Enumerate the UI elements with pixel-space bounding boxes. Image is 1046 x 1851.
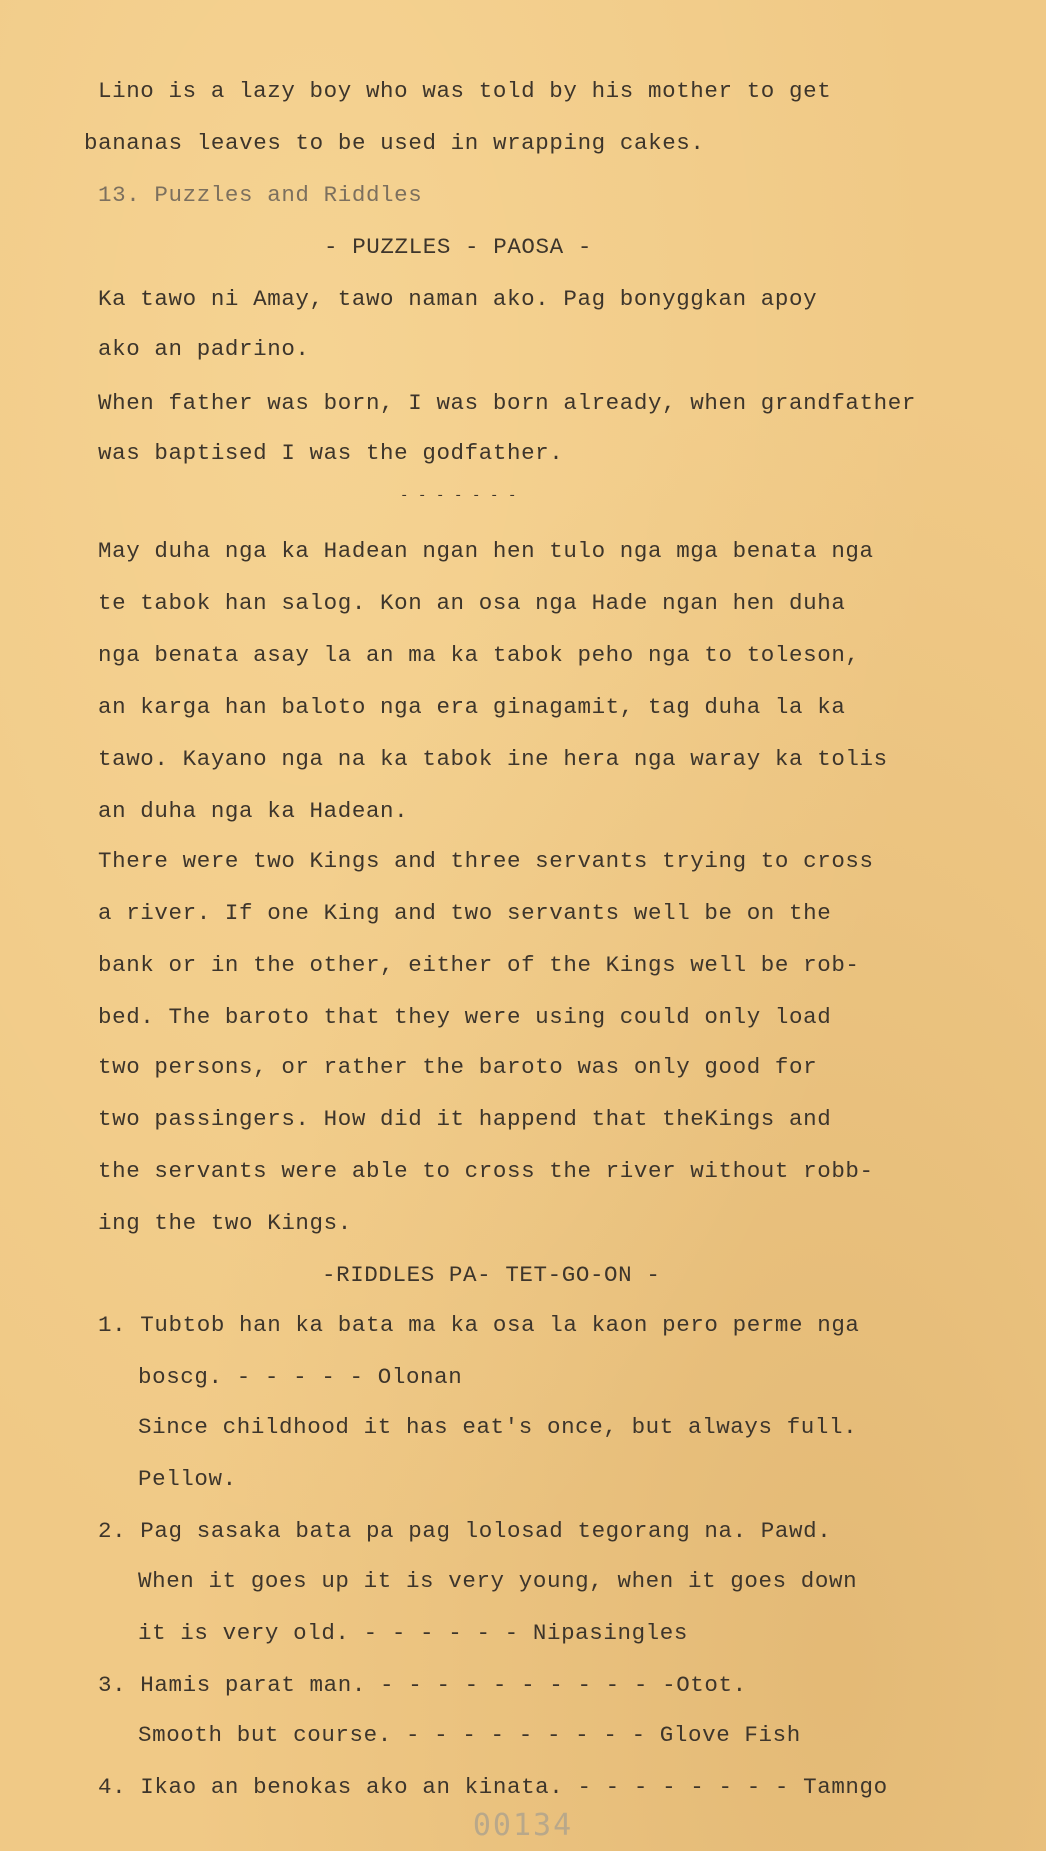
riddle-line: 2. Pag sasaka bata pa pag lolosad tegorang na. Pawd. [98,1518,832,1544]
text-line: nga benata asay la an ma ka tabok peho nga to toleson, [98,642,860,668]
text-line: There were two Kings and three servants trying to cross [98,848,874,874]
subsection-heading: -RIDDLES PA- TET-GO-ON - [322,1262,661,1288]
text-line: May duha nga ka Hadean ngan hen tulo nga mga benata nga [98,538,874,564]
text-line: was baptised I was the godfather. [98,440,564,466]
text-line: When father was born, I was born already, when grandfather [98,390,916,416]
page-number-stamp: 00134 [472,1808,574,1843]
text-line: te tabok han salog. Kon an osa nga Hade ngan hen duha [98,590,846,616]
text-line: bed. The baroto that they were using could only load [98,1004,832,1030]
text-line: ing the two Kings. [98,1210,352,1236]
riddle-line: 4. Ikao an benokas ako an kinata. - - - - - - - - Tamngo [98,1774,888,1800]
riddle-line: 1. Tubtob han ka bata ma ka osa la kaon pero perme nga [98,1312,860,1338]
text-line: Ka tawo ni Amay, tawo naman ako. Pag bonyggkan apoy [98,286,818,312]
riddle-line: When it goes up it is very young, when it goes down [138,1568,858,1594]
riddle-line: Since childhood it has eat's once, but always full. [138,1414,858,1440]
text-line: two persons, or rather the baroto was only good for [98,1054,818,1080]
riddle-line: Pellow. [138,1466,237,1492]
text-line: bank or in the other, either of the Kings well be rob- [98,952,860,978]
separator-dashes: - - - - - - - [400,488,518,504]
text-line: bananas leaves to be used in wrapping cakes. [84,130,705,156]
text-line: Lino is a lazy boy who was told by his mother to get [98,78,832,104]
section-heading: 13. Puzzles and Riddles [98,182,423,208]
text-line: an karga han baloto nga era ginagamit, tag duha la ka [98,694,846,720]
text-line: a river. If one King and two servants well be on the [98,900,832,926]
riddle-line: boscg. - - - - - Olonan [138,1364,463,1390]
text-line: two passingers. How did it happend that theKings and [98,1106,832,1132]
riddle-line: 3. Hamis parat man. - - - - - - - - - - -Otot. [98,1672,747,1698]
text-line: ako an padrino. [98,336,310,362]
text-line: tawo. Kayano nga na ka tabok ine hera nga waray ka tolis [98,746,888,772]
riddle-line: Smooth but course. - - - - - - - - - Glove Fish [138,1722,801,1748]
riddle-line: it is very old. - - - - - - Nipasingles [138,1620,688,1646]
subsection-heading: - PUZZLES - PAOSA - [324,234,592,260]
text-line: an duha nga ka Hadean. [98,798,409,824]
text-line: the servants were able to cross the river without robb- [98,1158,874,1184]
